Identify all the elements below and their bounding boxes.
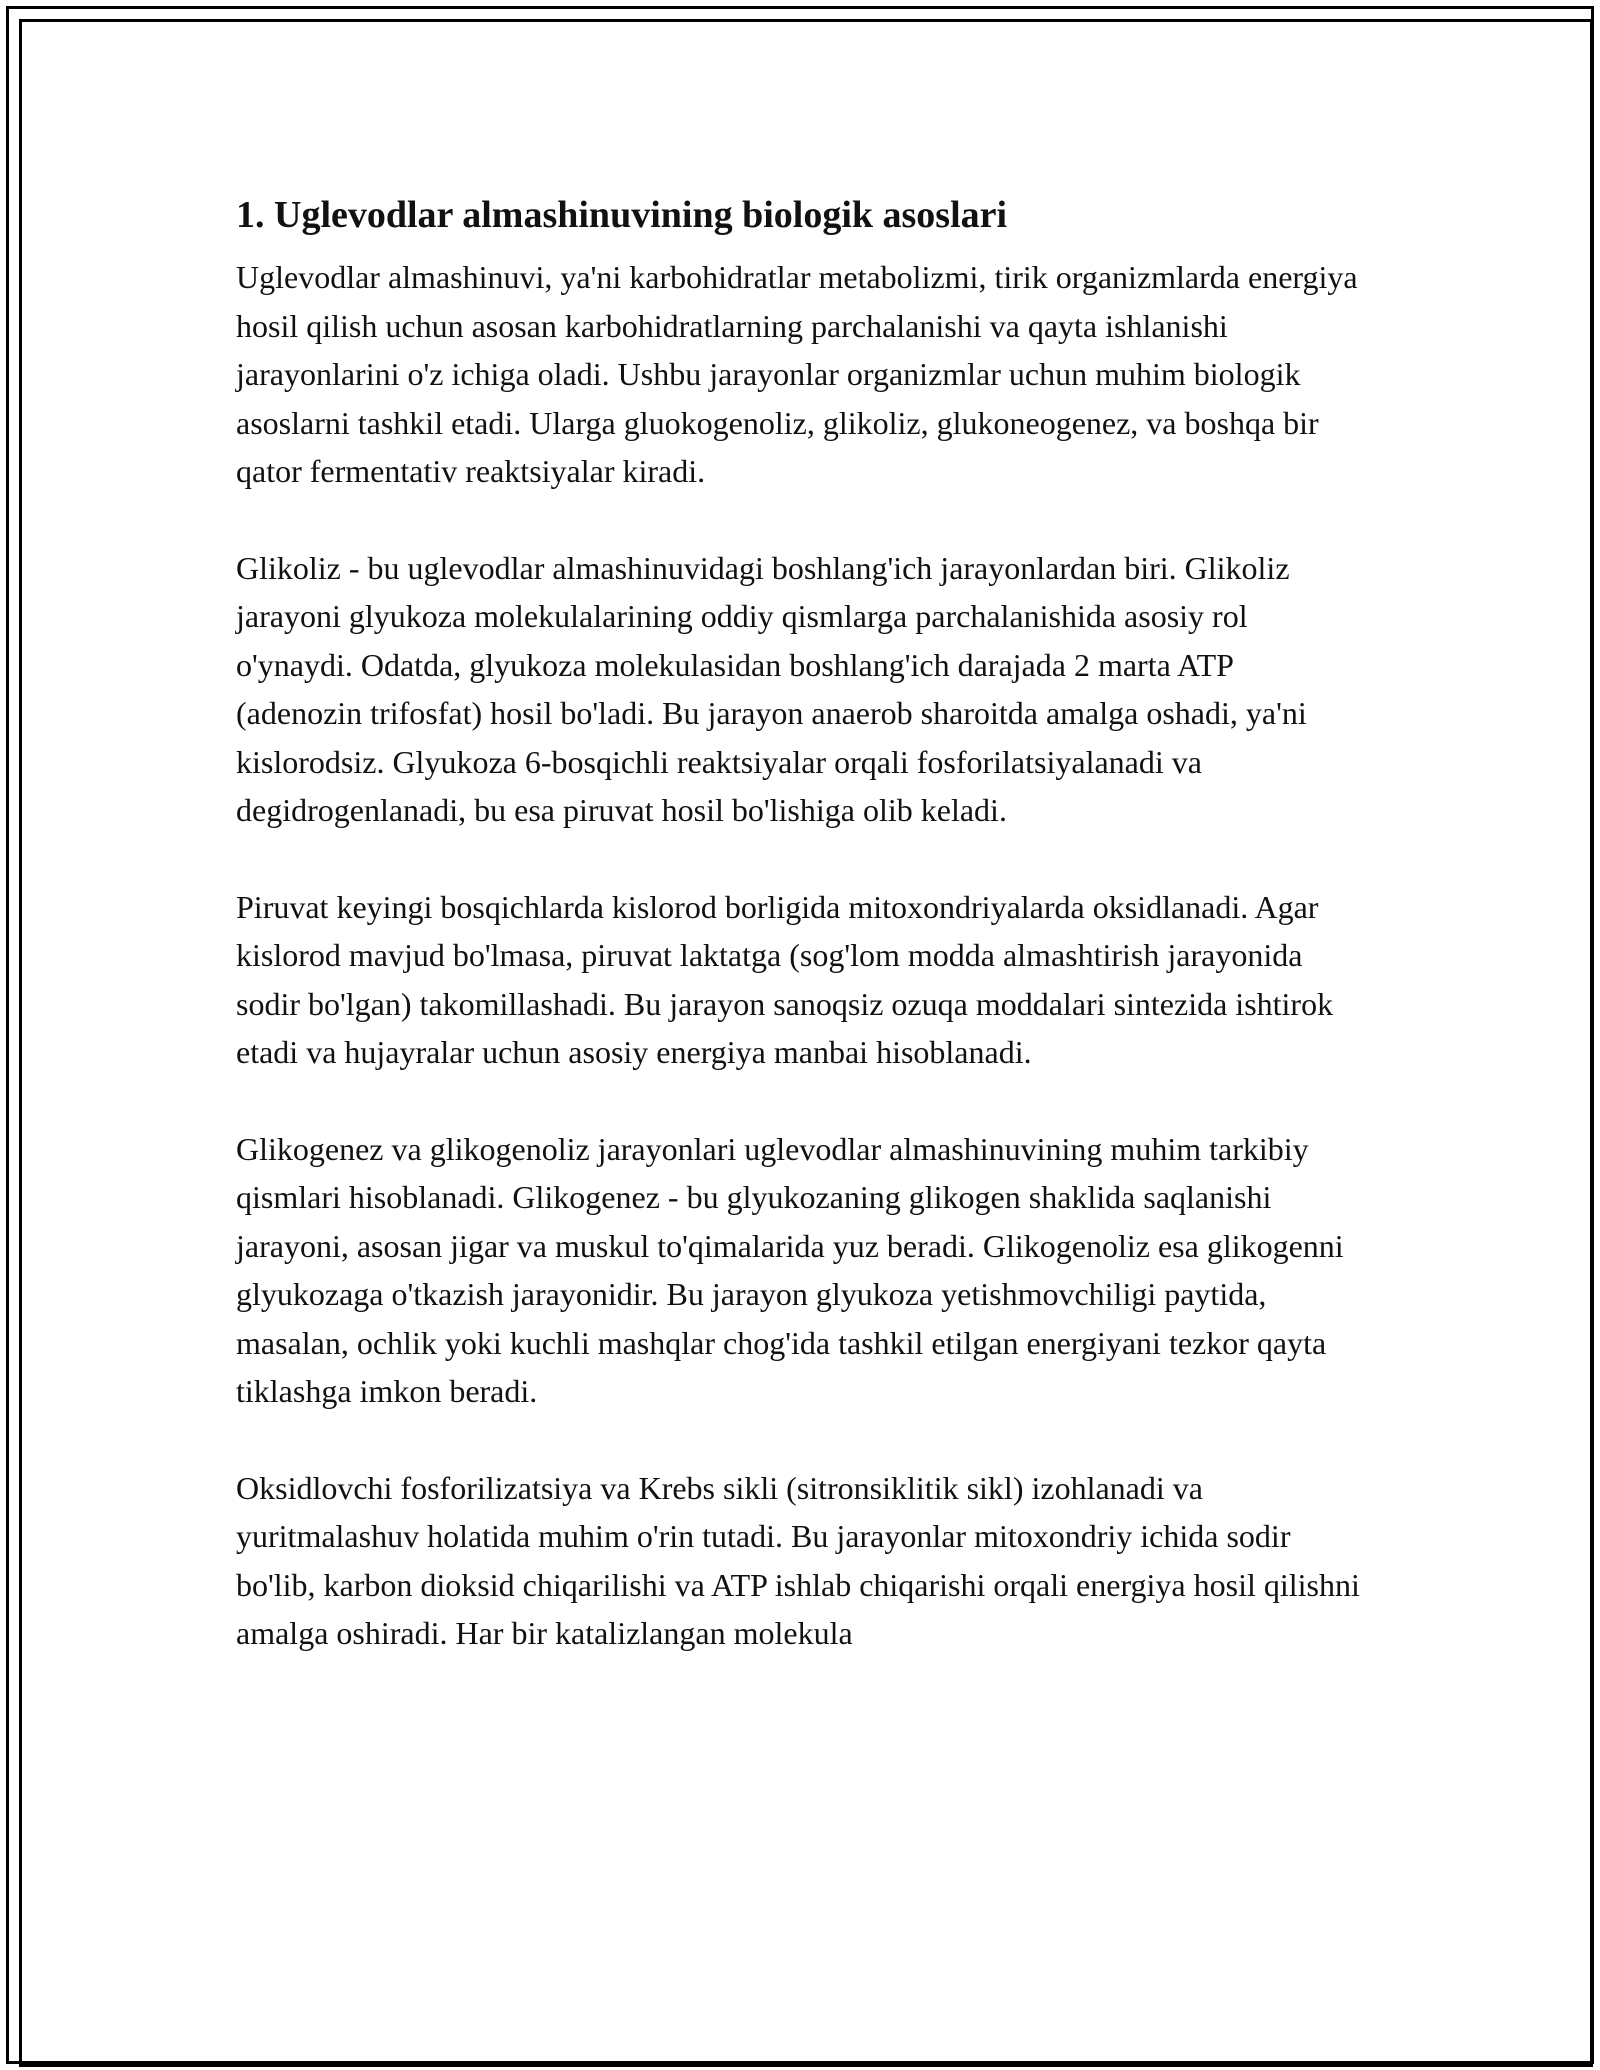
paragraph-oxidative-phosphorylation: Oksidlovchi fosforilizatsiya va Krebs sikli (sitronsiklitik sikl) izohlanadi va yuritmalashuv holatida muhim o'rin tutadi. Bu jarayonlar mitoxondriy ichida sodir bo'lib, karbon dioksid chiqarilishi va ATP ishlab chiqarishi orqali energiya hosil qilishni amalga oshiradi. Har bir katalizlangan molekula [236, 1469, 1360, 1651]
section-heading: 1. Uglevodlar almashinuvining biologik asoslari [236, 194, 1008, 236]
paragraph-glycogenesis: Glikogenez va glikogenoliz jarayonlari uglevodlar almashinuvining muhim tarkibiy qismlari hisoblanadi. Glikogenez - bu glyukozaning glikogen shaklida saqlanishi jarayoni, asosan jigar va muskul to'qimalarida yuz beradi. Glikogenoliz esa glikogenni glyukozaga o'tkazish jarayonidir. Bu jarayon glyukoza yetishmovchiligi paytida, masalan, ochlik yoki kuchli mashqlar chog'ida tashkil etilgan energiyani tezkor qayta tiklashga imkon beradi. [236, 1130, 1344, 1409]
document-body [236, 183, 1366, 1706]
paragraph-glycolysis: Glikoliz - bu uglevodlar almashinuvidagi boshlang'ich jarayonlardan biri. Glikoliz jarayoni glyukoza molekulalarining oddiy qismlarga parchalanishida asosiy rol o'ynaydi. Odatda, glyukoza molekulasidan boshlang'ich darajada 2 marta ATP (adenozin trifosfat) hosil bo'ladi. Bu jarayon anaerob sharoitda amalga oshadi, ya'ni kislorodsiz. Glyukoza 6-bosqichli reaktsiyalar orqali fosforilatsiyalanadi va degidrogenlanadi, bu esa piruvat hosil bo'lishiga olib keladi. [236, 549, 1307, 828]
paragraph-intro: Uglevodlar almashinuvi, ya'ni karbohidratlar metabolizmi, tirik organizmlarda energiya hosil qilish uchun asosan karbohidratlarning parchalanishi va qayta ishlanishi jarayonlarini o'z ichiga oladi. Ushbu jarayonlar organizmlar uchun muhim biologik asoslarni tashkil etadi. Ularga gluokogenoliz, glikoliz, glukoneogenez, va boshqa bir qator fermentativ reaktsiyalar kiradi. [236, 259, 1358, 489]
paragraph-pyruvate: Piruvat keyingi bosqichlarda kislorod borligida mitoxondriyalarda oksidlanadi. Agar kislorod mavjud bo'lmasa, piruvat laktatga (sog'lom modda almashtirish jarayonida sodir bo'lgan) takomillashadi. Bu jarayon sanoqsiz ozuqa moddalari sintezida ishtirok etadi va hujayralar uchun asosiy energiya manbai hisoblanadi. [236, 888, 1334, 1070]
